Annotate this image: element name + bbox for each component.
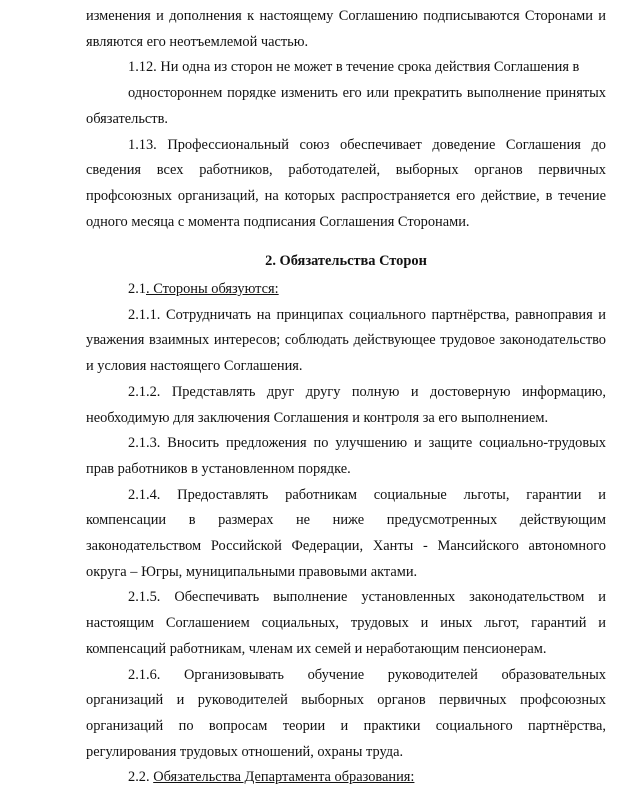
item-2-2-label: Обязательства Департамента образования: <box>153 769 415 786</box>
paragraph-1-13: 1.13. Профессиональный союз обеспечивает доведение Соглашения до сведения всех работников, работодателей, выборных органов первичных профсоюзных организаций, на которых распространяется его действие, в течение одного месяца с момента подписания Соглашения Сторонами. <box>86 136 606 230</box>
item-2-1-2: 2.1.2. Представлять друг другу полную и достоверную информацию, необходимую для заключения Соглашения и контроля за его выполнением. <box>86 383 606 426</box>
item-2-1-3: 2.1.3. Вносить предложения по улучшению и защите социально-трудовых прав работников в установленном порядке. <box>86 435 606 477</box>
item-2-1 <box>86 277 606 303</box>
item-2-1-label: . Стороны обязуются: <box>146 281 279 298</box>
item-2-1-5: 2.1.5. Обеспечивать выполнение установленных законодательством и настоящим Соглашением социальных, трудовых и иных льгот, гарантий и компенсаций работникам, членам их семей и неработающим пенсионерам. <box>86 589 606 657</box>
item-2-1-1: 2.1.1. Сотрудничать на принципах социального партнёрства, равноправия и уважения взаимных интересов; соблюдать действующее трудовое законодательство и условия настоящего Соглашения. <box>86 306 606 375</box>
item-2-1-4: 2.1.4. Предоставлять работникам социальные льготы, гарантии и компенсации в размерах не ниже предусмотренных действующим законодательством Российской Федерации, Ханты - Мансийского автономного округа – Югры, муниципальными правовыми актами. <box>86 486 606 580</box>
document-page <box>86 0 606 791</box>
item-2-1-6: 2.1.6. Организовывать обучение руководителей образовательных организаций и руководителей выборных органов первичных профсоюзных организаций по вопросам теории и практики социального партнёрства, регулирования трудовых отношений, охраны труда. <box>86 666 606 760</box>
paragraph-1-12-continuation: одностороннем порядке изменить его или прекратить выполнение принятых обязательств. <box>86 85 606 127</box>
item-2-1-number: 2.1 <box>128 281 146 298</box>
item-2-2-number: 2.2. <box>128 769 154 786</box>
paragraph-1-11-continuation: изменения и дополнения к настоящему Соглашению подписываются Сторонами и являются его неотъемлемой частью. <box>86 8 606 50</box>
item-2-2 <box>86 765 606 791</box>
section-heading: 2. Обязательства Сторон <box>265 253 427 270</box>
paragraph-1-12: 1.12. Ни одна из сторон не может в течение срока действия Соглашения в <box>128 59 580 76</box>
